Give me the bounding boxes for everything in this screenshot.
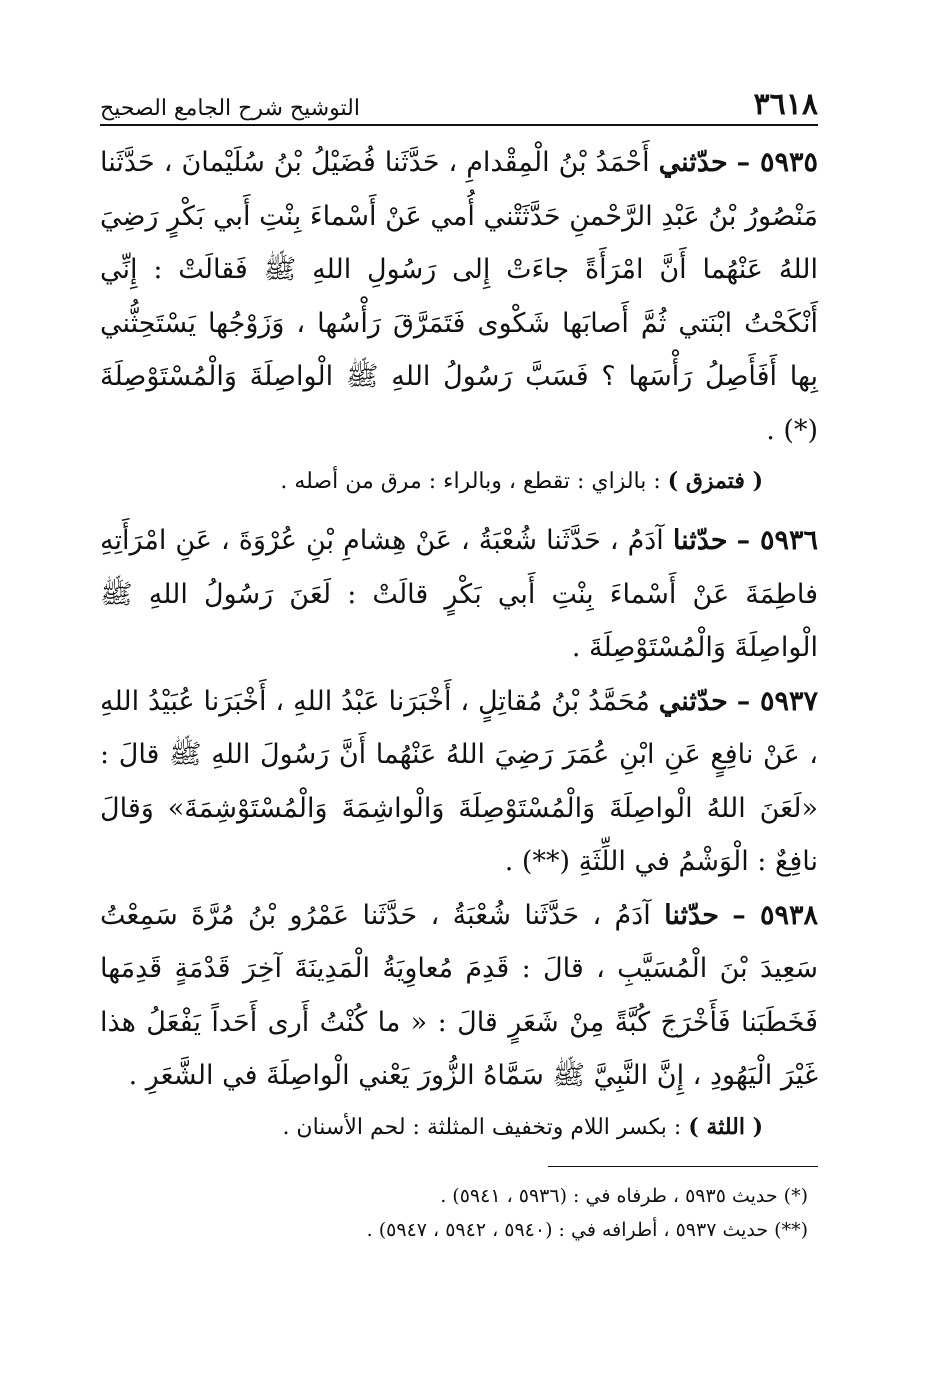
footnote-divider [548, 1166, 818, 1167]
running-title: التوشيح شرح الجامع الصحيح [100, 96, 360, 121]
gloss-term: ( اللثة ) [688, 1113, 763, 1140]
gloss-allitha [100, 1109, 818, 1146]
hadith-5938 [100, 889, 818, 1103]
hadith-lead: حدّثنا [672, 525, 728, 556]
hadith-text: آدَمُ ، حَدَّثَنا شُعْبَةُ ، حَدَّثَنا عَمْرُو بْنُ مُرَّةَ سَمِعْتُ سَعِيدَ بْنَ الْمُسَيَّبِ ، قالَ : قَدِمَ مُعاوِيَةُ الْمَدِينَةَ آخِرَ قَدْمَةٍ قَدِمَها فَخَطَبَنا فَأَخْرَجَ كُبَّةً مِنْ شَعَرٍ قالَ : « ما كُنْتُ أَرى أَحَداً يَفْعَلُ هذا غَيْرَ الْيَهُودِ ، إِنَّ النَّبِيَّ ﷺ سَمَّاهُ الزُّورَ يَعْني الْواصِلَةَ في الشَّعَرِ . [100, 899, 818, 1091]
hadith-number: ٥٩٣٥ – [736, 147, 818, 178]
book-page [100, 80, 818, 1247]
page-number: ٣٦١٨ [753, 87, 818, 122]
gloss-term: ( فتمزق ) [667, 468, 763, 494]
hadith-number: ٥٩٣٦ – [736, 525, 818, 556]
hadith-text: آدَمُ ، حَدَّثَنا شُعْبَةُ ، عَنْ هِشامِ بْنِ عُرْوَةَ ، عَنِ امْرَأَتِهِ فاطِمَةَ عَنْ أَسْماءَ بِنْتِ أَبي بَكْرٍ قالَتْ : لَعَنَ رَسُولُ اللهِ ﷺ الْواصِلَةَ وَالْمُسْتَوْصِلَةَ . [100, 525, 818, 663]
hadith-lead: حدّثني [658, 685, 728, 717]
hadith-5936 [100, 514, 818, 675]
hadith-lead: حدّثنا [664, 899, 719, 931]
hadith-number: ٥٩٣٧ – [736, 685, 818, 717]
page-body [100, 136, 818, 1247]
gloss-text: : بالزاي : تقطع ، وبالراء : مرق من أصله . [280, 469, 661, 494]
hadith-5935 [100, 136, 818, 457]
gloss-text: : بكسر اللام وتخفيف المثلثة : لحم الأسنان . [282, 1114, 682, 1140]
footnote-1: (*) حديث ٥٩٣٥ ، طرفاه في : (٥٩٣٦ ، ٥٩٤١) . [440, 1184, 808, 1207]
hadith-text: مُحَمَّدُ بْنُ مُقاتِلٍ ، أَخْبَرَنا عَبْدُ اللهِ ، أَخْبَرَنا عُبَيْدُ اللهِ ، عَنْ نافِعٍ عَنِ ابْنِ عُمَرَ رَضِيَ اللهُ عَنْهُما أَنَّ رَسُولَ اللهِ ﷺ قالَ : «لَعَنَ اللهُ الْواصِلَةَ وَالْمُسْتَوْصِلَةَ وَالْواشِمَةَ وَالْمُسْتَوْشِمَةَ» وَقالَ نافِعٌ : الْوَشْمُ في اللِّثَةِ (**) . [100, 685, 818, 877]
hadith-text: أَحْمَدُ بْنُ الْمِقْدامِ ، حَدَّثَنا فُضَيْلُ بْنُ سُلَيْمانَ ، حَدَّثَنا مَنْصُورُ بْنُ عَبْدِ الرَّحْمنِ حَدَّثَتْني أُمي عَنْ أَسْماءَ بِنْتِ أَبي بَكْرٍ رَضِيَ اللهُ عَنْهُما أَنَّ امْرَأَةً جاءَتْ إِلى رَسُولِ اللهِ ﷺ فَقالَتْ : إِنِّي أَنْكَحْتُ ابْنَتي ثُمَّ أَصابَها شَكْوى فَتَمَرَّقَ رَأْسُها ، وَزَوْجُها يَسْتَحِثُّني بِها أَفَأَصِلُ رَأْسَها ؟ فَسَبَّ رَسُولُ اللهِ ﷺ الْواصِلَةَ وَالْمُسْتَوْصِلَةَ (*) . [100, 147, 818, 446]
page-header [100, 80, 818, 126]
hadith-number: ٥٩٣٨ – [732, 899, 818, 931]
hadith-5937 [100, 675, 818, 889]
hadith-lead: حدّثني [658, 147, 728, 178]
gloss-fatamazzaq [100, 463, 818, 500]
footnote-2: (**) حديث ٥٩٣٧ ، أطرافه في : (٥٩٤٠ ، ٥٩٤٢ ، ٥٩٤٧) . [366, 1218, 808, 1241]
